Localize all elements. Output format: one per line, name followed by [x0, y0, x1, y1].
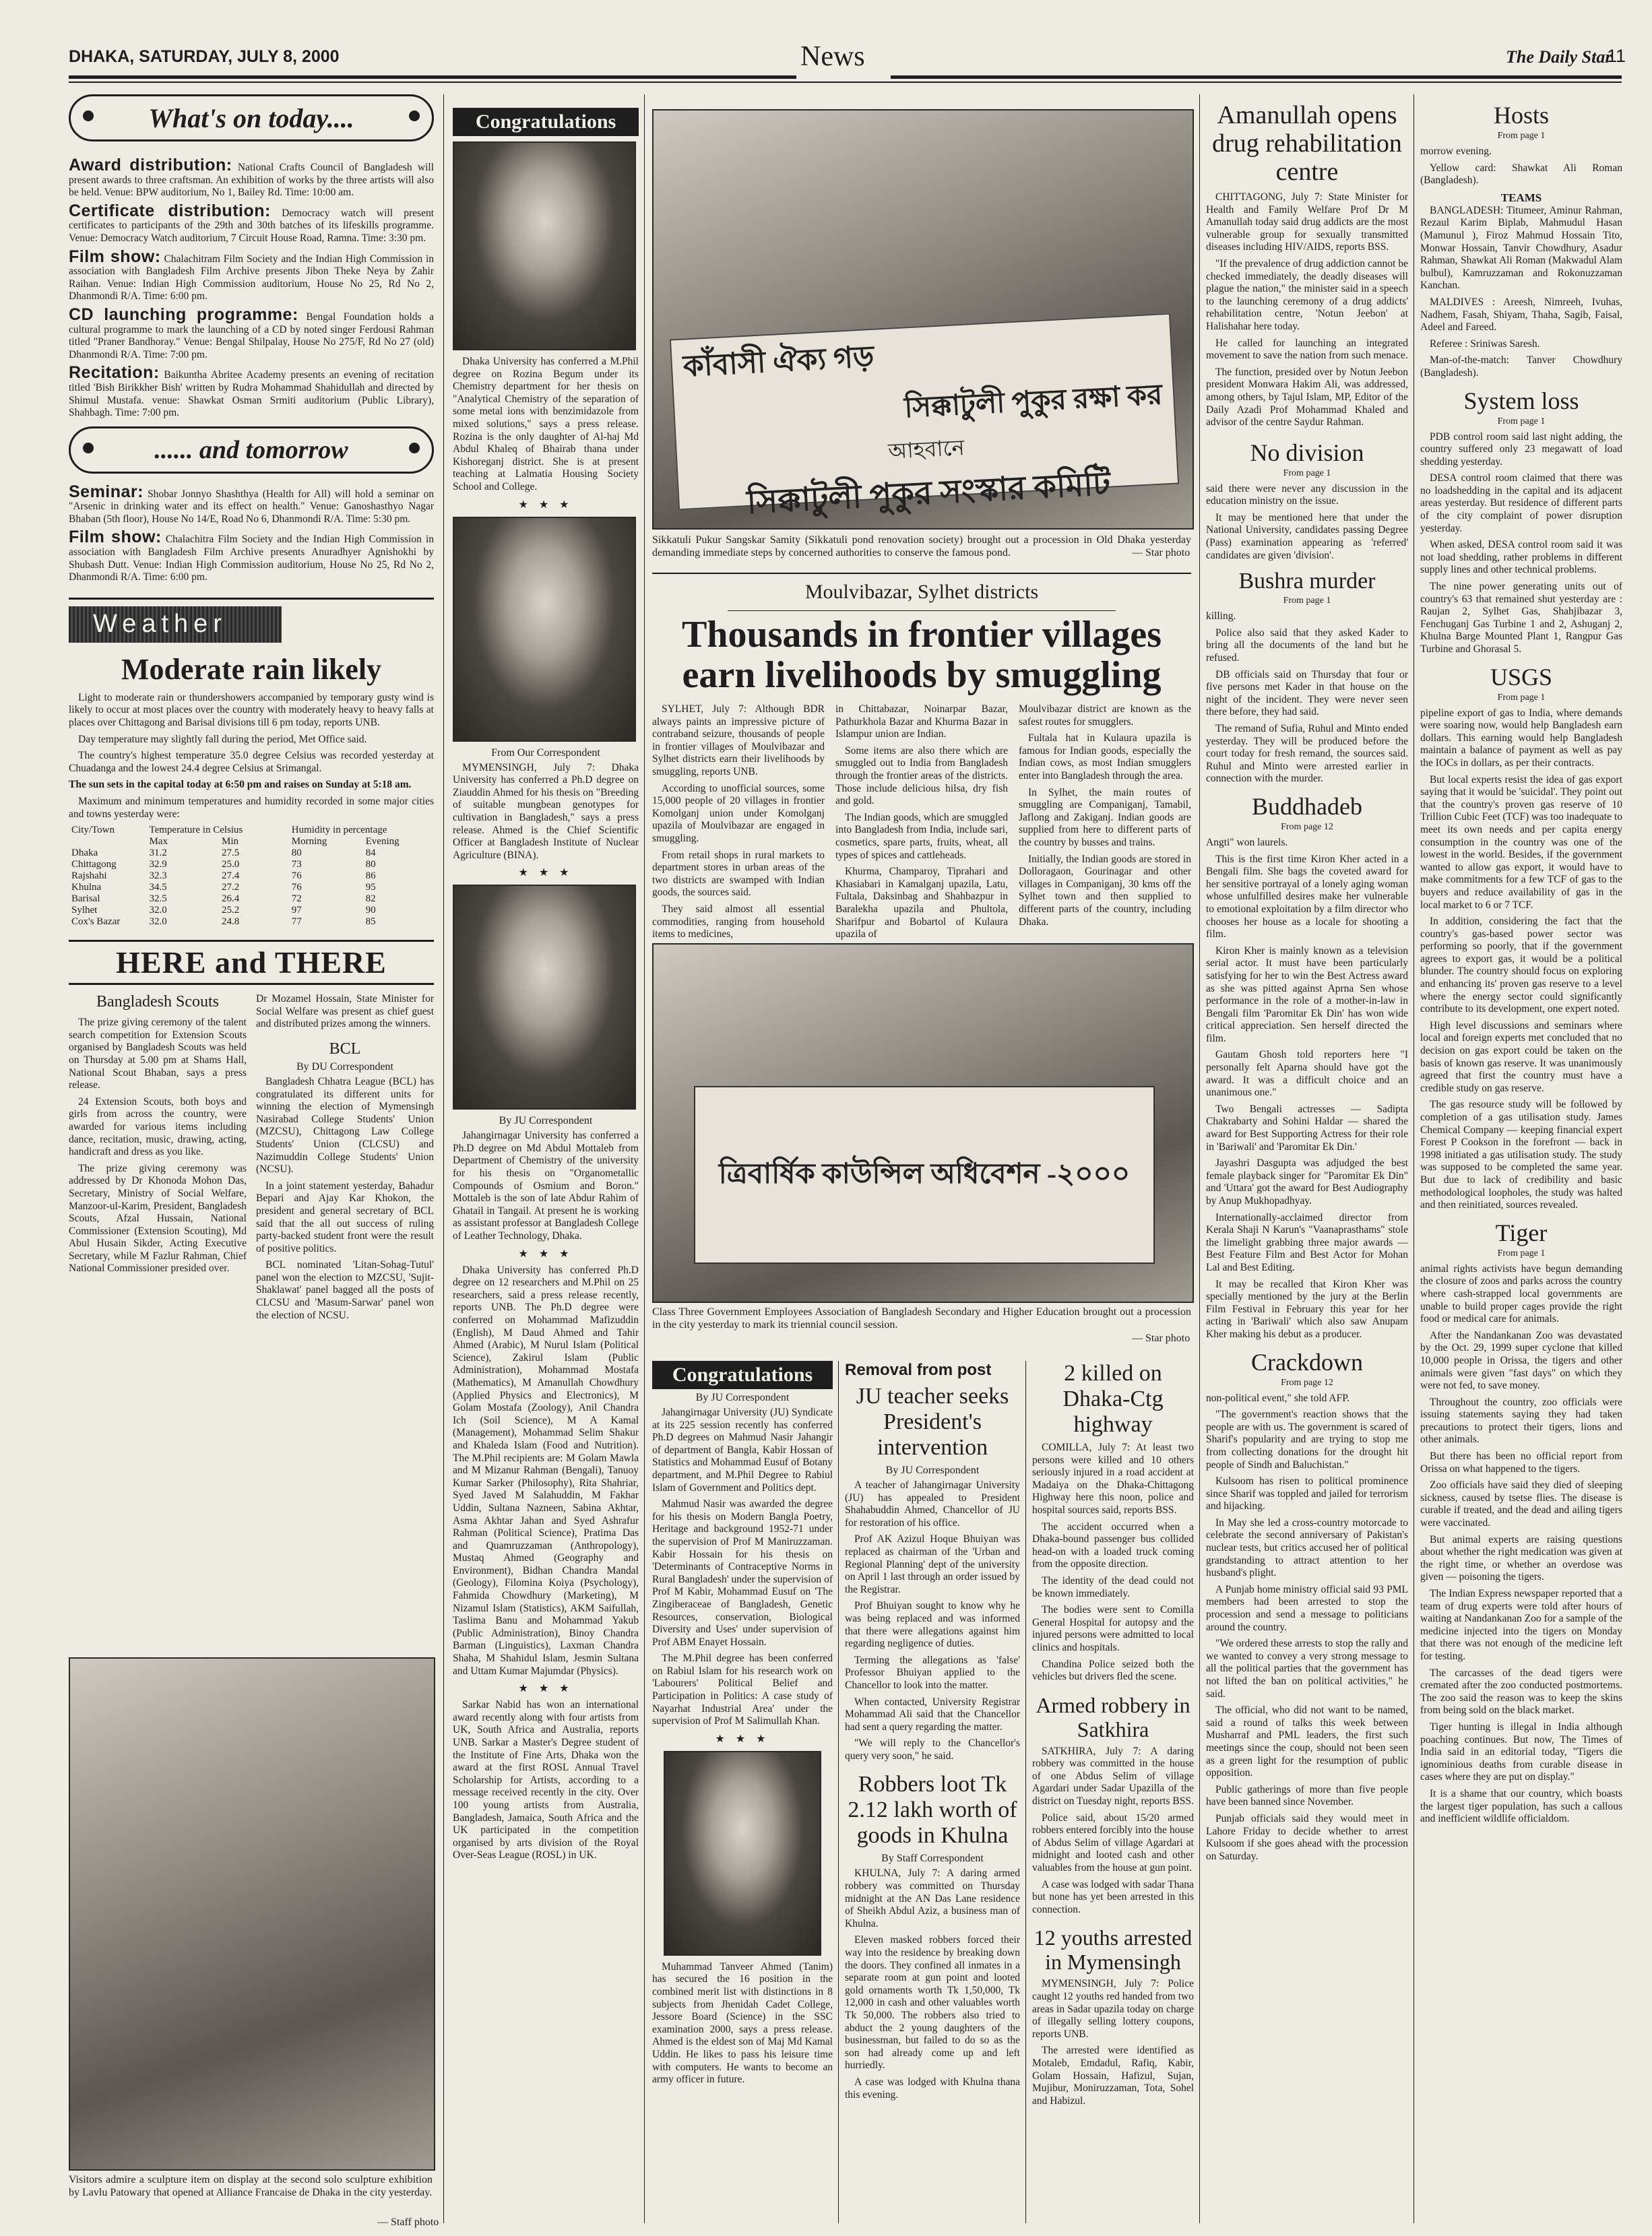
- bcl-paragraph: Bangladesh Chhatra League (BCL) has congratulated its different units for winning the election of Mymensingh Nasirabad College Students' Union (MZCSU), Chittagong Law College Students' Union (CLCSU) and Nazimuddin College Students' Union (NCSU).: [256, 1075, 434, 1176]
- weather-table: [69, 825, 434, 928]
- sculpture-photo: [69, 1657, 435, 2171]
- tiger-paragraph: But animal experts are raising questions about whether the right medication was given at the right time, or whether an overdose was given — poisoning the tigers.: [1420, 1533, 1622, 1583]
- buddhadeb-paragraph: Angti" won laurels.: [1206, 836, 1288, 848]
- weather-cell: 31.2: [149, 848, 167, 859]
- ju-paragraph: Terming the allegations as 'false' Professor Bhuiyan applied to the Chancellor to look into the matter.: [845, 1654, 1020, 1691]
- amanullah-paragraph: He called for launching an integrated movement to save the nation from such menace.: [1206, 337, 1408, 362]
- column-jumps-1: [1206, 101, 1408, 2223]
- no-division-body: [1206, 483, 1408, 563]
- weather-paragraph: The country's highest temperature 35.0 degree Celsius was recorded yesterday at Chuadanga and the lowest 24.4 degree Celsius at Srimangal.: [69, 750, 434, 774]
- weather-cell: 34.5: [149, 882, 167, 893]
- header-rule-left: [69, 75, 796, 79]
- crackdown-paragraph: In May she led a cross-country motorcade to celebrate the second anniversary of Pakistan's nuclear tests, but critics accused her of political grandstanding to attract attention to her husband's plight.: [1206, 1516, 1408, 1579]
- hosts-body: [1420, 146, 1622, 187]
- ju-headline: JU teacher seeks President's intervention: [856, 1384, 1009, 1460]
- congrats2-paragraph: Jahangirnagar University (JU) Syndicate at its 225 session recently has conferred Ph.D degrees on Mahmud Nasir Jahangir of department of Bangla, Kabir Hossan of Statistics and Mohammad Eusuf of Botany department, and M.Phil Degree to Rabiul Islam of Government and Politics dept.: [652, 1407, 833, 1494]
- weather-cell: Khulna: [71, 882, 102, 893]
- event-details: Chalachitram Film Society and the Indian High Commission in association with Bangladesh Film Archive presents Jibon Theke Neya by Zahir Raihan. Venue: Indian High Commission auditorium, House No 25, Rd No 2, Dhanmondi R/A. Time: 6:00 pm.: [69, 253, 435, 302]
- mottaleb-byline: By JU Correspondent: [499, 1115, 593, 1127]
- event-listing: [69, 528, 434, 583]
- procession-caption: Sikkatuli Pukur Sangskar Samity (Sikkatuli pond renovation society) brought out a procession in Old Dhaka yesterday demanding immediate steps by concerned authorities to conserve the famous pond.: [652, 534, 1191, 558]
- weather-cell: 80: [291, 848, 302, 859]
- smuggling-paragraph: Fultala hat in Kulaura upazila is famous for Indian goods, especially the Indian cows, as most Indian smugglers enter into Bangladesh through the area.: [1019, 732, 1191, 781]
- column-divider: [1025, 1361, 1026, 2223]
- event-listing: [69, 482, 434, 526]
- ju-byline: By JU Correspondent: [885, 1465, 980, 1476]
- congrats2-paragraph: Mahmud Nasir was awarded the degree for his thesis on Modern Bangla Poetry, Heritage and background 1952-71 under the supervision of Prof M Maniruzzaman. Kabir Hossain for his thesis on 'Determinants of Contraceptive Norms in Rural Bangladesh' under the supervision of Prof M Kabir, Mohammad Eusuf on 'The Zingiberaceae of Bangladesh, Genetic Resources, conservation, Biological Diversity and Uses' under supervision of Prof ABM Enayet Hossain.: [652, 1498, 833, 1648]
- weather-banner: Weather: [69, 606, 282, 643]
- robbers-body: [845, 1867, 1020, 2101]
- tiger-paragraph: Tiger hunting is illegal in India although poaching continues. But now, The Times of India said in an editorial today, "Tigers die ignominious deaths from curable disease in cases where they are put on display.": [1420, 1721, 1622, 1783]
- highway-body: [1032, 1442, 1194, 1684]
- team-maldives: MALDIVES : Areesh, Nimreeh, Ivuhas, Nadhem, Fasah, Shiyam, Thaha, Sagib, Faisal, Adeel and Fareed.: [1420, 296, 1622, 333]
- smuggling-paragraph: Khurma, Champaroy, Tiprahari and Khasiabari in Kamalganj upazila, Latu, Fultala, Daksinbag and Shahbazpur in Baralekha upazila and Phultola, Sharifpur and Bobartol of Kulaura upazila of: [835, 866, 1008, 940]
- weather-cell: 27.4: [222, 870, 240, 882]
- event-listing: [69, 156, 434, 199]
- procession-credit: — Star photo: [1132, 547, 1190, 558]
- congratulations-banner-2: Congratulations: [652, 1361, 833, 1389]
- separator-stars: ★ ★ ★: [715, 1733, 770, 1745]
- wx-sub-evening: Evening: [365, 836, 400, 848]
- weather-cell: 86: [365, 870, 376, 882]
- weather-cell: 27.5: [222, 848, 240, 859]
- masthead-logo: The Daily Star: [1506, 47, 1612, 67]
- weather-cell: 77: [291, 916, 302, 928]
- no-division-jump: From page 1: [1283, 468, 1331, 478]
- congrats-rozina: Dhaka University has conferred a M.Phil degree on Rozina Begum under its Chemistry department for her thesis on "Analytical Chemistry of the separation of some metal ions with benzimidazole from mixed solutions," says a press release. Rozina is the only daughter of Al-haj Md Abdul Khaleq of Bhairab thana under Kishoreganj district. She is at present teaching at Lalmatia Housing Society School and College.: [453, 356, 639, 492]
- weather-cell: 72: [291, 893, 302, 905]
- whats-on-list: [69, 156, 435, 420]
- buddhadeb-paragraph: This is the first time Kiron Kher acted in a Bengali film. She bags the coveted award for her sensitive portrayal of a lonely aging woman whose unfulfilled desires make her vulnerable to emotional exploitation by a film director who chooses her house as a locale for shooting a film.: [1206, 853, 1408, 940]
- weather-cell: Rajshahi: [71, 870, 107, 882]
- weather-cell: 26.4: [222, 893, 240, 905]
- kicker-underline: [728, 610, 1116, 611]
- header-rule-right: [891, 75, 1622, 79]
- weather-cell: 32.0: [149, 916, 167, 928]
- crackdown-headline: Crackdown: [1251, 1348, 1363, 1376]
- wx-sub-morning: Morning: [291, 836, 327, 848]
- event-details: Baikuntha Abritee Academy presents an evening of recitation titled 'Bish Birikkher Bish' written by Rudra Mohammad Shahidullah and directed by Shimul Mustafa. venue: Shawkat Osman Srmiti auditorium (Public Library), Shahbagh. Time: 7:00 pm.: [69, 369, 435, 419]
- whats-on-banner: [69, 94, 434, 141]
- whats-on-title: What's on today....: [148, 102, 354, 133]
- crackdown-paragraph: non-political event," she told AFP.: [1206, 1392, 1349, 1404]
- separator-stars: ★ ★ ★: [518, 499, 573, 511]
- event-label: Certificate distribution:: [69, 201, 271, 220]
- tiger-paragraph: Throughout the country, zoo officials were issuing statements saying they had taken precautions to protect their tigers, lions and other animals.: [1420, 1396, 1622, 1446]
- separator-stars: ★ ★ ★: [518, 867, 573, 879]
- amanullah-paragraph: The function, presided over by Notun Jeebon president Monwara Hakim Ali, was addressed, among others, by Tajul Islam, MP, Editor of the Daily Azadi Prof Mohammad Khaled and advisor of the centre Saydur Rahman.: [1206, 366, 1408, 428]
- column-congratulations-2: [652, 1361, 833, 2223]
- system-loss-body: [1420, 431, 1622, 656]
- usgs-jump: From page 1: [1497, 692, 1546, 703]
- amanullah-paragraph: CHITTAGONG, July 7: State Minister for Health and Family Welfare Prof Dr M Amanullah today said drug addicts are the most vulnerable group for sexually transmitted diseases including HIV/AIDS, reports BSS.: [1206, 191, 1408, 253]
- robbers-byline: By Staff Correspondent: [881, 1853, 984, 1865]
- bcl-byline: By DU Correspondent: [296, 1060, 393, 1073]
- scouts-story: [69, 993, 247, 1326]
- event-label: Recitation:: [69, 363, 160, 383]
- congrats-du-degrees: Dhaka University has conferred Ph.D degree on 12 researchers and M.Phil on 25 researchers, said a press release recently, reports UNB. The Ph.D degree were conferred on Mohammad Mafizuddin (English), M Daud Ahmed and Tahir Ahmed (Arabic), M Nurul Islam (Political Science), Zakirul Islam (Public Administration), Mohammad Mostafa (Mathematics), M Amanullah Chowdhury (Applied Physics and Electronics), M Golam Mostafa (Zoology), Anil Chandra Ich (Soil Science), M A Kamal (Management), Mohammad Selim Shakur and Khaleda Islam (Food and Nutrition). The M.Phil recipients are: M Golam Mawla and M Mizanur Rahman (Bengali), Tanuoy Kumar Sarker (Philosophy), Rita Shahriar, Syed Javed M Salahuddin, M Fakhar Uddin, Sultana Nazneen, Sabina Akhtar, Asma Akhtar Jahan and Syed Ashrafur Rahman (Political Science), Pratima Das and Quamruzzaman (Anthropology), Mustaq Ahmed (Geography and Environment), Bidhan Chandra Mandal (Geology), Filomina Koiya (Psychology), Fahmida Chowdhury (Marketing), M Nizamul Islam (Statistics), AKM Saifullah, Taslima Banu and Mohammad Yakub (Public Administration), Binoy Chandra Barman (Linguistics), Laxman Chandra Shaha, M Shahidul Islam, Jesmin Sultana and Uttam Kumar Majumdar (Physics).: [453, 1264, 639, 1677]
- system-loss-paragraph: When asked, DESA control room said it was not load shedding, rather problems in different supply lines and other technical problems.: [1420, 539, 1622, 576]
- column-divider: [1413, 94, 1414, 2223]
- weather-table-intro: Maximum and minimum temperatures and humidity recorded in some major cities and towns yesterday were:: [69, 796, 434, 820]
- tomorrow-list: [69, 482, 434, 584]
- youths-body: [1032, 1978, 1194, 2107]
- man-of-the-match: Man-of-the-match: Tanver Chowdhury (Bangladesh).: [1420, 354, 1622, 379]
- weather-cell: 27.2: [222, 882, 240, 893]
- smuggling-paragraph: Some items are also there which are smuggled out to India from Bangladesh through the frontier areas of the districts. Those include delicious hilsa, dry fish and gold.: [835, 744, 1008, 807]
- bullet-icon: [409, 110, 420, 121]
- tiger-paragraph: It is a shame that our country, which boasts the largest tiger population, has such a callous and inefficient wildlife officialdom.: [1420, 1787, 1622, 1825]
- weather-cell: 24.8: [222, 916, 240, 928]
- system-loss-paragraph: PDB control room said last night adding, the country suffered only 23 megawatt of load shedding yesterday.: [1420, 430, 1622, 468]
- usgs-paragraph: The gas resource study will be followed by completion of a gas utilisation study. James Chemical Company — keeping financial expert Forest P Cookson in the forefront — back in 1998 initiated a gas utilisation study. The study was supposed to be completed the same year. But due to lack of credibility and basic methodological loopholes, the study was halted and then reinitiated, sources revealed.: [1420, 1099, 1622, 1211]
- weather-cell: 76: [291, 882, 302, 893]
- smuggling-paragraph: Initially, the Indian goods are stored in Dolloragaon, Gourinagar and other villages in Companiganj, 30 kms off the Sylhet town and then supplied to different parts of the country, including Dhaka.: [1019, 853, 1191, 928]
- bullet-icon: [409, 443, 420, 453]
- wx-sub-max: Max: [149, 836, 168, 848]
- system-loss-paragraph: DESA control room claimed that there was no loadshedding in the capital and its adjacent areas yesterday. But residence of different parts of the city complaint of power disruption yesterday.: [1420, 472, 1622, 534]
- weather-body: [69, 692, 434, 775]
- highway-paragraph: The bodies were sent to Comilla General Hospital for autopsy and the injured persons were admitted to local clinics and hospitals.: [1032, 1604, 1194, 1653]
- event-listing: [69, 247, 435, 303]
- usgs-body: [1420, 707, 1622, 1212]
- weather-cell: 25.2: [222, 905, 240, 916]
- weather-cell: 32.5: [149, 893, 167, 905]
- tiger-paragraph: After the Nandankanan Zoo was devastated by the Oct. 29, 1999 super cyclone that killed 10,000 people in Orissa, the tigers and other animals were given "fast days" on which they were not fed, to save money.: [1420, 1329, 1622, 1392]
- weather-cell: 32.9: [149, 859, 167, 870]
- bushra-jump: From page 1: [1283, 596, 1331, 606]
- page-header: [27, 40, 1625, 81]
- ju-kicker: Removal from post: [845, 1361, 992, 1379]
- weather-cell: Chittagong: [71, 859, 117, 870]
- scouts-headline: Bangladesh Scouts: [96, 993, 219, 1011]
- separator-stars: ★ ★ ★: [518, 1248, 573, 1260]
- event-listing: [69, 201, 435, 245]
- smuggling-col-3: [1019, 703, 1191, 928]
- banner-in-photo: [694, 1086, 1155, 1264]
- usgs-paragraph: High level discussions and seminars where local and foreign experts met concluded that no decision on gas export could be taken on the basis of known gas reserve. It was unanimously agreed that first the country must have a credible study on gas reserve.: [1420, 1019, 1622, 1094]
- weather-cell: 25.0: [222, 859, 240, 870]
- procession-photo: [652, 109, 1194, 530]
- dateline: DHAKA, SATURDAY, JULY 8, 2000: [69, 47, 340, 66]
- smuggling-paragraph: Moulvibazar district are known as the safest routes for smugglers.: [1019, 703, 1191, 728]
- weather-row: [69, 905, 434, 916]
- employees-credit: — Star photo: [1132, 1333, 1190, 1344]
- buddhadeb-paragraph: Two Bengali actresses — Sadipta Chakrabarty and Sohini Haldar — shared the award for Best Supporting Actress for their role in 'Bariwali' and 'Paromitar Ek Din.': [1206, 1103, 1408, 1153]
- wx-head-humidity: Humidity in percentage: [291, 825, 387, 836]
- smuggling-paragraph: They said almost all essential commodities, ranging from household items to medicines,: [652, 903, 825, 940]
- weather-row: [69, 893, 434, 905]
- congrats-ziauddin: MYMENSINGH, July 7: Dhaka University has conferred a Ph.D degree on Ziauddin Ahmed for his thesis on "Breeding of suitable mungbean genotypes for cultivation in Bangladesh," says a press release. Ahmed is the Chief Scientific Officer at Bangladesh Institute of Nuclear Agriculture (BINA).: [453, 761, 639, 861]
- event-label: Award distribution:: [69, 156, 232, 174]
- smuggling-headline: Thousands in frontier villages earn livelihoods by smuggling: [681, 614, 1162, 696]
- tiger-paragraph: But there has been no official report from Orissa on what happened to the tigers.: [1420, 1450, 1622, 1475]
- weather-cell: 82: [365, 893, 376, 905]
- event-details: Chalachitra Film Society and the Indian High Commission in association with Bangladesh Film Archive presents Anuradhyer Agnishokhi by Shubash Dutt. Venue: Indian High Commission auditorium, House No 25, Rd No 2, Dhanmondi R/A. Time: 6:00 pm.: [69, 534, 434, 583]
- scouts-paragraph: The prize giving ceremony of the talent search competition for Extension Scouts organised by Bangladesh Scouts was held on Thursday at 5.00 pm at Shams Hall, National Scout Bhaban, says a press release.: [69, 1017, 247, 1091]
- weather-cell: 32.0: [149, 905, 167, 916]
- tiger-paragraph: The carcasses of the dead tigers were cremated after the zoo conducted postmortems. The zoo said the reason was to keep the skins from being sold on the black market.: [1420, 1667, 1622, 1717]
- robbers-paragraph: KHULNA, July 7: A daring armed robbery was committed on Thursday midnight at the AN Das Lane residence of Sheikh Abdul Aziz, a business man of Khulna.: [845, 1867, 1020, 1929]
- usgs-paragraph: But local experts resist the idea of gas export saying that it would be 'suicidal'. They point out that the country's proven gas reserve of 10 Trillion Cubic Feet (TCF) was too inadequate to meet its own needs and per capita energy consumption in the country was one of the lowest in the world. Besides, if the government wanted to allow gas export, it would have to make commitments for a few TCF of gas to the buyers and reduce availability of gas in the local market to 6 or 7 TCF.: [1420, 773, 1622, 911]
- weather-cell: 80: [365, 859, 376, 870]
- weather-cell: Barisal: [71, 893, 100, 905]
- employees-procession-photo: [652, 943, 1194, 1303]
- banner-in-photo: [670, 313, 1179, 521]
- crackdown-body: [1206, 1393, 1408, 1863]
- robbers-headline: Robbers loot Tk 2.12 lakh worth of goods in Khulna: [848, 1772, 1017, 1849]
- story-rule: [652, 573, 1191, 574]
- ju-paragraph: "We will reply to the Chancellor's query very soon," he said.: [845, 1737, 1020, 1762]
- crackdown-jump: From page 12: [1281, 1377, 1333, 1388]
- photo2-banner-text: ত্রিবার্ষিক কাউন্সিল অধিবেশন -২০০০: [718, 1158, 1131, 1190]
- separator-stars: ★ ★ ★: [518, 1683, 573, 1695]
- weather-row: [69, 859, 434, 870]
- tiger-body: [1420, 1263, 1622, 1826]
- bushra-paragraph: Police also said that they asked Kader to bring all the documents of the land but he refused.: [1206, 627, 1408, 664]
- hosts-paragraph: Yellow card: Shawkat Ali Roman (Bangladesh).: [1420, 162, 1622, 187]
- here-there-banner: [69, 940, 434, 985]
- rozina-photo: [453, 141, 636, 350]
- wx-head-temp: Temperature in Celsius: [149, 825, 243, 836]
- smuggling-kicker: Moulvibazar, Sylhet districts: [804, 581, 1039, 603]
- buddhadeb-paragraph: Jayashri Dasgupta was adjudged the best female playback singer for "Paromitar Ek Din" and 'Uttara' got the award for Best Audiography by Anup Mukhopadhyay.: [1206, 1157, 1408, 1207]
- bushra-paragraph: killing.: [1206, 610, 1236, 622]
- ziauddin-photo: [453, 517, 636, 742]
- tiger-jump: From page 1: [1497, 1248, 1546, 1258]
- congrats2-paragraph: The M.Phil degree has been conferred on Rabiul Islam for his research work on 'Labourers' Political Belief and Participation in Politics: A case study of Nayarhat Industrial Area' under the supervision of Prof M Salimullah Khan.: [652, 1653, 833, 1727]
- tomorrow-banner: [69, 426, 434, 474]
- youths-paragraph: MYMENSINGH, July 7: Police caught 12 youths red handed from two areas in Sadar upazila today on charge of illegally selling lottery coupons, reports UNB.: [1032, 1978, 1194, 2040]
- column-congratulations: [453, 108, 639, 2223]
- tiger-paragraph: The Indian Express newspaper reported that a team of drug experts were told after hours of waiting at Nandankanan Zoo for a sample of the medicine injected into the tigers on Monday that there was not enough of the medicine left for testing.: [1420, 1588, 1622, 1662]
- bullet-icon: [83, 443, 94, 453]
- photo-banner-line2: সিক্কাটুলী পুকুর রক্ষা কর: [903, 379, 1164, 424]
- weather-cell: 85: [365, 916, 376, 928]
- smuggling-paragraph: SYLHET, July 7: Although BDR always paints an impressive picture of contraband seizure, thousands of people in frontier villages of Moulvibazar and Sylhet districts earn their livelihoods by smuggling, reports UNB.: [652, 703, 825, 777]
- team-bangladesh: BANGLADESH: Titumeer, Aminur Rahman, Rezaul Karim Biplab, Mahmudul Hasan (Mamunul ), Firoz Mahmud Hossain Tito, Monwar Hossain, Tanvir Chowdhury, Asadur Rahman, Shawkat Ali Roman (Makwadul Alam bulbul), Kamruzzaman and Rokonuzzaman Kanchan.: [1420, 204, 1622, 292]
- highway-paragraph: Chandina Police seized both the vehicles but drivers fled the scene.: [1032, 1658, 1194, 1683]
- crackdown-paragraph: Public gatherings of more than five people have been banned since November.: [1206, 1783, 1408, 1808]
- amanullah-headline: Amanullah opens drug rehabilitation centre: [1212, 101, 1402, 186]
- congrats-sarkar: Sarkar Nabid has won an international award recently along with four artists from UK, South Africa and Australia, reports UNB. Sarkar a Master's Degree student of the Institute of Fine Arts, Dhaka won the award at the first ROSL Annual Travel Scholarship for Artists, according to a message received recently in the city. Over 100 young artists from Australia, Bangladesh, Jamaica, South Africa and the UK participated in the competition organised by arts division of the Royal Over-Seas League (ROSL) in UK.: [453, 1699, 639, 1861]
- here-there-columns: [69, 993, 434, 1326]
- weather-cell: 84: [365, 848, 376, 859]
- weather-paragraph: Day temperature may slightly fall during the period, Met Office said.: [78, 733, 367, 745]
- ju-paragraph: A teacher of Jahangirnagar University (JU) has appealed to President Shahabuddin Ahmed, Chancellor of JU for restoration of his office.: [845, 1479, 1020, 1529]
- congratulations-banner: Congratulations: [453, 108, 639, 136]
- bushra-body: [1206, 610, 1408, 786]
- weather-cell: 32.3: [149, 870, 167, 882]
- column-divider: [1199, 94, 1200, 2223]
- buddhadeb-jump: From page 12: [1281, 821, 1333, 832]
- weather-cell: 90: [365, 905, 376, 916]
- column-jumps-2: [1420, 101, 1622, 2223]
- event-label: Seminar:: [69, 482, 144, 501]
- weather-headline: Moderate rain likely: [121, 652, 382, 686]
- satkhira-paragraph: A case was lodged with sadar Thana but none has yet been arrested in this connection.: [1032, 1878, 1194, 1915]
- bcl-story: [256, 993, 434, 1326]
- tomorrow-title: ...... and tomorrow: [154, 435, 348, 464]
- hosts-headline: Hosts: [1493, 102, 1550, 129]
- column-divider: [443, 94, 444, 2223]
- weather-cell: 95: [365, 882, 376, 893]
- wx-sub-min: Min: [222, 836, 239, 848]
- smuggling-col-2: [835, 703, 1008, 940]
- smuggling-paragraph: The Indian goods, which are smuggled into Bangladesh from India, include sari, cosmetics, spare parts, fruits, wheat, all types of spices and cattleheads.: [835, 811, 1008, 861]
- amanullah-body: [1206, 191, 1408, 429]
- crackdown-paragraph: A Punjab home ministry official said 93 PML members had been arrested to stop the procession and send a message to politicians around the country.: [1206, 1583, 1408, 1633]
- weather-row: [69, 882, 434, 893]
- satkhira-body: [1032, 1746, 1194, 1917]
- sculpture-caption: Visitors admire a sculpture item on display at the second solo sculpture exhibition by Lavlu Patowary that opened at Alliance Francaise de Dhaka in the city yesterday.: [69, 2174, 433, 2198]
- scouts-body: [69, 1017, 247, 1275]
- crackdown-paragraph: Punjab officials said they would meet in Lahore Friday to decide whether to arrest Kulsoom if she goes ahead with the procession on Saturday.: [1206, 1812, 1408, 1862]
- highway-paragraph: The identity of the dead could not be known immediately.: [1032, 1574, 1194, 1599]
- section-name: News: [800, 41, 865, 72]
- congrats2-body: [652, 1407, 833, 1728]
- system-loss-headline: System loss: [1463, 387, 1579, 414]
- robbers-paragraph: A case was lodged with Khulna thana this evening.: [845, 2076, 1020, 2101]
- bcl-paragraph: In a joint statement yesterday, Bahadur Bepari and Ajay Kar Khokon, the president and general secretary of BCL said that the all out success of ruling party-backed student front were the result of positive politics.: [256, 1180, 434, 1254]
- photo-banner-line3: আহবানে: [887, 435, 965, 464]
- highway-paragraph: The accident occurred when a Dhaka-bound passenger bus collided head-on with a loaded truck coming from the opposite direction.: [1032, 1521, 1194, 1570]
- bcl-headline: BCL: [329, 1040, 361, 1058]
- usgs-paragraph: pipeline export of gas to India, where demands were soaring now, would help Bangladesh earn dollars. This earning would help Bangladesh maintain a balance of payment as well as pay the IOCs in dollars, as per their contracts.: [1420, 707, 1622, 769]
- satkhira-paragraph: SATKHIRA, July 7: A daring robbery was committed in the house of one Abdus Selim of village Agardari under Sadar Upazilla of the district on Tuesday night, reports BSS.: [1032, 1745, 1194, 1808]
- bushra-paragraph: The remand of Sufia, Ruhul and Minto ended yesterday. They will be produced before the court today for fresh remand, the sources said. Ruhul and Minto were arrested earlier in connection with the murder.: [1206, 723, 1408, 785]
- weather-section: [69, 598, 434, 928]
- event-details: National Crafts Council of Bangladesh will present awards to three craftsman. An exhibition of works by the three artists will also be held. Venue: BPW auditorium, No 1, Bailey Rd. Time: 10:00 am.: [69, 162, 434, 199]
- event-details: Democracy watch will present certificates to participants of the 29th and 30th batches of its lifeskills programme. Venue: Democracy Watch auditorium, 7 Circuit House Road, Ramna. Time: 3:30 pm.: [69, 207, 435, 244]
- column-ju-robbers: [845, 1361, 1020, 2223]
- bushra-headline: Bushra murder: [1238, 569, 1376, 594]
- event-label: Film show:: [69, 528, 162, 547]
- robbers-paragraph: Eleven masked robbers forced their way into the residence by breaking down the doors. They confined all inmates in a separate room at gun point and looted gold ornaments worth Tk 1,50,000, Tk 12,000 in cash and other valuables worth Tk 50,000. The robbers also tried to abduct the 2 young daughters of the businessman, but failed to do so as the son had already come up and left hurriedly.: [845, 1934, 1020, 2072]
- bcl-body: [256, 1076, 434, 1322]
- no-division-paragraph: It may be mentioned here that under the National University, candidates passing Degree (Pass) examination appearing as 'referred' candidates are given 'division'.: [1206, 511, 1408, 561]
- smuggling-paragraph: From retail shops in rural markets to department stores in urban areas of the two districts are swamped with Indian goods, the sources said.: [652, 849, 825, 899]
- smuggling-paragraph: in Chittabazar, Noinarpar Bazar, Pathurkhola Bazar and Khurma Bazar in Islampur union are Indian.: [835, 703, 1008, 740]
- highway-paragraph: COMILLA, July 7: At least two persons were killed and 10 others seriously injured in a road accident at Madaiya on the Dhaka-Chittagong Highway here this noon, police and hospital sources said, reports BSS.: [1032, 1442, 1194, 1516]
- event-details: Shobar Jonnyo Shashthya (Health for All) will hold a seminar on "Arsenic in drinking water and its effect on health." Venue: Ganoshasthyo Nagar Bhaban (5th floor), House No 14/E, Road No 6, Dhanmondi R/A. Time: 5:30 pm.: [69, 488, 434, 525]
- scouts-body-cont: Dr Mozamel Hossain, State Minister for Social Welfare was present as chief guest and distributed prizes among the winners.: [256, 993, 434, 1030]
- no-division-paragraph: said there were never any discussion in the education ministry on the issue.: [1206, 482, 1408, 507]
- congrats2-byline: By JU Correspondent: [695, 1392, 790, 1403]
- weather-cell: 97: [291, 905, 302, 916]
- buddhadeb-paragraph: Gautam Ghosh told reporters here "I personally felt Aparna should have got the award. It was a difficult choice and an unanimous one.": [1206, 1049, 1408, 1099]
- weather-cell: Sylhet: [71, 905, 98, 916]
- mottaleb-photo: [453, 885, 636, 1110]
- here-there-title: HERE and THERE: [116, 945, 387, 980]
- weather-cell: 76: [291, 870, 302, 882]
- photo-banner-line4: সিক্কাটুলী পুকুর সংস্কার কমিটি: [746, 466, 1112, 521]
- weather-row: [69, 870, 434, 882]
- event-label: CD launching programme:: [69, 305, 298, 324]
- column-divider: [838, 1361, 839, 2223]
- youths-headline: 12 youths arrested in Mymensingh: [1034, 1925, 1193, 1975]
- crackdown-paragraph: The official, who did not want to be named, said a round of talks this week between Musharraf and PML leaders, the first such meetings since the coup, should not been seen as a green light for the resumption of public opposition.: [1206, 1704, 1408, 1779]
- column-divider: [644, 94, 645, 2223]
- weather-cell: Cox's Bazar: [71, 916, 121, 928]
- event-details: Bengal Foundation holds a cultural programme to mark the launching of a CD by noted singer Ferdousi Rahman titled "Praner Bandhoray." Venue: Bengal Shilpalay, House No 275/F, Rd No 27 (old) Dhanmondi R/A. Time: 7:00 pm.: [69, 311, 434, 360]
- sculpture-credit: — Staff photo: [377, 2216, 439, 2228]
- photo-banner-line1: কাঁবাসী ঐক্য গড়: [682, 340, 875, 383]
- employees-caption: Class Three Government Employees Association of Bangladesh Secondary and Higher Education brought out a procession in the city yesterday to mark its triennial council session.: [652, 1306, 1191, 1331]
- congrats-mottaleb: Jahangirnagar University has conferred a Ph.D degree on Md Abdul Mottaleb from Department of Chemistry of the university for his thesis on "Organometallic Compounds of Osmium and Boron." Mottaleb is the son of late Abdur Rahim of Ghatail in Tangail. At present he is working as assistant professor at Bangladesh College of Leather Technology, Dhaka.: [453, 1130, 639, 1242]
- bushra-paragraph: DB officials said on Thursday that four or five persons met Kader in that house on the night of the incident. They were never seen there before, they had said.: [1206, 668, 1408, 718]
- crackdown-paragraph: Kulsoom has risen to political prominence since Sharif was toppled and jailed for terrorism and hijacking.: [1206, 1475, 1408, 1512]
- system-loss-paragraph: The nine power generating units out of country's 63 that remained shut yesterday are : Raujan 2, Sylhet Gas, Shahjibazar 3, Fenchuganj Gas Turbine 1 and 2, Ashuganj 2, Khulna Barge Mounted Plant 1, Rangpur Gas Turbine and Ghorasal 5.: [1420, 581, 1622, 655]
- usgs-headline: USGS: [1490, 663, 1553, 691]
- highway-headline: 2 killed on Dhaka-Ctg highway: [1062, 1361, 1164, 1437]
- tanveer-photo: [664, 1751, 821, 1956]
- bcl-paragraph: BCL nominated 'Litan-Sohag-Tutul' panel won the election to MZCSU, 'Sujit-Shaklawat' panel bagged all the posts of CLCSU and 'Masum-Sarwar' panel won the election of NCSU.: [256, 1259, 434, 1321]
- ju-paragraph: Prof Bhuiyan sought to know why he was being replaced and was informed that there were allegations against him regarding negligence of duties.: [845, 1600, 1020, 1650]
- bullet-icon: [83, 110, 94, 121]
- usgs-paragraph: In addition, considering the fact that the country's gas-based power sector was performing so poorly, that if the government agrees to export gas, it would be a political blunder. The country should focus on exploring and enhancing its' proven gas reserve to a level where the energy sector could significantly contribute to its development, one expert noted.: [1420, 916, 1622, 1015]
- hosts-paragraph: morrow evening.: [1420, 146, 1492, 157]
- match-referee: Referee : Sriniwas Saresh.: [1430, 338, 1540, 350]
- amanullah-paragraph: "If the prevalence of drug addiction cannot be checked immediately, the deadly diseases will plague the nation," the minister said in a speech to the launching ceremony of a drug addicts' rehabilitation centre, 'Notun Jeebon' at Halishahar here today.: [1206, 257, 1408, 332]
- buddhadeb-paragraph: It may be recalled that Kiron Kher was specially mentioned by the jury at the Berlin Film Festival in February this year for her acting in 'Bariwali' which also saw Anupam Kher making his debut as a producer.: [1206, 1278, 1408, 1340]
- wx-head-city: City/Town: [71, 825, 115, 836]
- tanveer-caption: Muhammad Tanveer Ahmed (Tanim) has secured the 16 position in the combined merit list with distinctions in 8 subjects from Jhenidah Cadet College, Jessore Board (Science) in the SSC examination 2000, says a press release. Ahmed is the eldest son of Maj Md Kamal Uddin. He likes to pass his leisure time with computers. He wants to become an army officer in future.: [652, 1960, 833, 2086]
- smuggling-col-1: [652, 703, 825, 940]
- scouts-paragraph: The prize giving ceremony was addressed by Dr Khonoda Mohon Das, Secretary, Ministry of Social Welfare, Manzoor-ul-Karim, President, Bangladesh Scouts, Afzal Hussain, National Commissioner (Extension Scouting), Md Abul Husain Sikder, Acting Executive Secretary, while M Fazlur Rahman, Chief National Commissioner presided over.: [69, 1162, 247, 1275]
- tiger-paragraph: animal rights activists have begun demanding the closure of zoos and parks across the country where cash-strapped local governments are unable to build proper cages provide the right food or medical care for animals.: [1420, 1263, 1622, 1325]
- ziauddin-byline: From Our Correspondent: [491, 746, 600, 759]
- hosts-jump: From page 1: [1497, 131, 1546, 141]
- column-crime-briefs: [1032, 1361, 1194, 2223]
- youths-paragraph: The arrested were identified as Motaleb, Emdadul, Rafiq, Kabir, Golam Hossain, Hafizul, Sujan, Mujibur, Moniruzzaman, Tota, Sohel and Habizul.: [1032, 2045, 1194, 2107]
- system-loss-jump: From page 1: [1497, 416, 1546, 426]
- smuggling-paragraph: In Sylhet, the main routes of smuggling are Companiganj, Tamabil, Jaflong and Zakiganj. Indian goods are supplied from here to different parts of the country by busses and trains.: [1019, 786, 1191, 848]
- smuggling-paragraph: According to unofficial sources, some 15,000 people of 20 villages in frontier Komolganj union under Komolganj upazila of Moulvibazar are engaged in smuggling.: [652, 782, 825, 844]
- weather-cell: Dhaka: [71, 848, 98, 859]
- satkhira-paragraph: Police said, about 15/20 armed robbers entered forcibly into the house of Abdus Selim of village Agardari at midnight and looted cash and other valuables from the house at gun point.: [1032, 1812, 1194, 1874]
- buddhadeb-headline: Buddhadeb: [1252, 792, 1362, 820]
- sunset-info: The sun sets in the capital today at 6:50 pm and raises on Sunday at 5:18 am.: [69, 779, 412, 791]
- weather-row: [69, 916, 434, 928]
- buddhadeb-body: [1206, 837, 1408, 1341]
- event-listing: [69, 305, 434, 361]
- tiger-headline: Tiger: [1495, 1219, 1548, 1246]
- teams-label: TEAMS: [1500, 191, 1542, 204]
- buddhadeb-paragraph: Internationally-acclaimed director from Kerala Shaji N Karun's "Vaanaprasthams" stole the limelight grabbing three major awards — Best Feature Film and Best Actor for Mohan Lal and Best Editing.: [1206, 1211, 1408, 1273]
- satkhira-headline: Armed robbery in Satkhira: [1036, 1692, 1190, 1742]
- scouts-paragraph: 24 Extension Scouts, both boys and girls from across the country, were awarded for various items including dance, recitation, music, drawing, acting, handicraft and dress as you like.: [69, 1095, 247, 1158]
- header-rule-thin: [69, 82, 1622, 83]
- event-listing: [69, 363, 435, 419]
- buddhadeb-paragraph: Kiron Kher is mainly known as a television serial actor. It must have been particularly satisfying for her to win the Best Actress award as she was pitted against Aprna Sen whose performance in the role of a mother-in-law in Bengali film 'Paromitar Ek Din' has won wide critical appreciation. Sen herself directed the film.: [1206, 945, 1408, 1044]
- crackdown-paragraph: "The government's reaction shows that the people are with us. The government is scared of Sharif's popularity and are trying to stop me from collecting donations for the drought hit people of Sindh and Baluchistan.": [1206, 1409, 1408, 1471]
- event-label: Film show:: [69, 247, 161, 266]
- no-division-headline: No division: [1250, 439, 1364, 466]
- weather-row: [69, 848, 434, 859]
- wx-sub-blank: [69, 836, 146, 848]
- weather-paragraph: Light to moderate rain or thundershowers accompanied by temporary gusty wind is likely to occur at most places over the country with moderately heavy to heavy falls at places over Chittagong and Barisal divisions till 6 pm today, reports UNB.: [69, 691, 434, 729]
- tiger-paragraph: Zoo officials have said they died of sleeping sickness, caused by tsetse flies. The disease is curable if treated, and the dead and ailing tigers were vaccinated.: [1420, 1479, 1622, 1529]
- ju-body: [845, 1479, 1020, 1762]
- crackdown-paragraph: "We ordered these arrests to stop the rally and we wanted to convey a very strong message to all the political parties that the government has not lifted the ban on political activities," he said.: [1206, 1638, 1408, 1700]
- page-number: 11: [1607, 46, 1626, 66]
- ju-paragraph: Prof AK Azizul Hoque Bhuiyan was replaced as chairman of the 'Urban and Regional Planning' dept of the university on April 1 last through an order issued by the Registrar.: [845, 1533, 1020, 1595]
- weather-cell: 73: [291, 859, 302, 870]
- ju-paragraph: When contacted, University Registrar Mohammad Ali said that the Chancellor had sent a query regarding the matter.: [845, 1696, 1020, 1733]
